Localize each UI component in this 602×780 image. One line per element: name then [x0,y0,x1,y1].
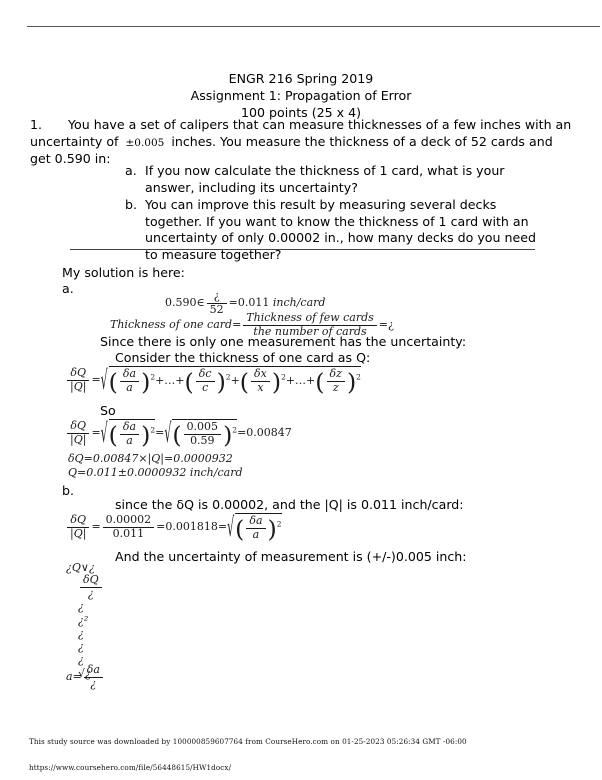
eq3-radical [101,366,361,394]
solution-marker-a: a. [62,281,74,296]
eq4-result: =0.00847 [237,426,292,440]
eq4-term-symbolic-exp: 2 [150,425,156,435]
subpart-b-marker: b. [125,197,137,213]
solution-line-so: So [100,403,116,418]
eq3-term-c [196,368,215,394]
eq3-lhs-denominator: |Q| [67,380,89,394]
broken-fraction-den: ¿ [80,587,102,601]
eq1-denominator: 52 [207,303,227,317]
section-divider [70,249,535,250]
eq3-sep-2: + [230,374,240,388]
eq2-lhs: Thickness of one card= [110,318,242,332]
radical-icon: √ [164,417,172,449]
subpart-a-marker: a. [125,163,137,178]
points-line: 100 points (25 x 4) [240,105,362,120]
broken-fraction [66,574,104,600]
paren-open-icon: ( [315,367,325,396]
radical-icon: √ [100,417,108,449]
equation-a-final [66,664,105,690]
solution-line-since: Since there is only one measurement has the uncertainty: [100,334,467,349]
equation-partb-ratio [65,513,282,541]
solution-marker-b: b. [62,483,74,498]
eq7-numeric-den: 0.011 [103,527,155,541]
paren-close-icon: ) [141,367,151,396]
subpart-a-text: If you now calculate the thickness of 1 card, what is your answer, including its uncertainty? [145,163,505,195]
eq4-lhs-numerator: δQ [70,419,87,432]
broken-row-3: ¿ [78,626,84,640]
paren-open-icon: ( [239,367,250,396]
eq7-term-symbolic-den: a [246,528,265,542]
eq7-lhs-numerator: δQ [70,513,87,526]
eq1-lhs: 0.590∈ [165,296,205,310]
eq1-rhs: =0.011 [228,296,270,310]
eq7-term-symbolic [246,515,265,541]
top-divider [27,26,600,27]
eq3-term-z-num: δz [329,367,342,380]
eq7-radical [227,513,281,541]
eq4-term-symbolic [120,421,139,447]
eq1-unit: inch/card [272,296,326,310]
eq4-term-numeric [184,421,222,447]
eq3-term-a-num: δa [122,367,137,380]
problem-number: 1. [30,117,43,132]
course-title: ENGR 216 Spring 2019 [228,71,374,86]
eq3-lhs-numerator: δQ [70,366,87,379]
eq4-term-symbolic-den: a [120,434,139,448]
eq4-term-symbolic-num: δa [122,420,137,433]
problem-statement [30,117,575,168]
eq7-lhs-denominator: |Q| [67,527,89,541]
paren-close-icon: ) [223,420,233,449]
paren-close-icon: ) [141,420,151,449]
eq3-term-x [251,368,270,394]
solution-intro: My solution is here: [62,265,185,280]
eq3-term-a-exp: 2 [150,372,156,382]
eq-last-lhs: a= [66,670,82,684]
eq3-term-z-den: z [327,381,345,395]
broken-row-6: √¿ [78,666,91,680]
broken-fraction-num: δQ [83,573,99,587]
eq7-term-symbolic-num: δa [249,514,263,527]
paren-open-icon: ( [108,367,118,396]
eq3-term-z [327,368,345,394]
subpart-b-text: You can improve this result by measuring several decks together. If you want to know the thickness of 1 card with an uncertainty of only 0.00002 in., how many decks do you need to measure together? [145,197,536,262]
eq1-numerator: ¿ [213,289,220,302]
eq7-numeric-fraction [103,514,155,540]
broken-row-0: ¿Q∨¿ [66,561,95,574]
paren-close-icon: ) [271,367,282,396]
eq3-term-c-num: δc [198,367,212,380]
subpart-a [125,163,545,196]
solution-line-consider: Consider the thickness of one card as Q: [115,350,371,365]
eq3-sep-1: +…+ [155,374,185,388]
eq-last-fraction [84,664,103,690]
broken-row-5: ¿ [78,653,84,667]
eq2-rhs: =¿ [378,318,394,332]
problem-text-part2: inches. You measure the thickness of a deck of 52 cards and get 0.590 in: [30,133,553,167]
eq4-lhs-denominator: |Q| [67,433,89,447]
equation-q-final: Q=0.011±0.0000932 inch/card [68,466,243,479]
eq2-denominator: the number of cards [243,325,377,339]
eq7-mid: =0.001818= [156,520,228,534]
eq3-sep-3: +…+ [285,374,316,388]
eq3-lhs-fraction [67,367,89,393]
uncertainty-inline-math: ±0.005 [125,136,165,149]
eq4-term-numeric-den: 0.59 [184,434,222,448]
eq3-term-x-num: δx [254,367,267,380]
download-note: This study source was downloaded by 100000859607764 from CourseHero.com on 01-25-2023 05:26:34 GMT -06:00 [29,737,467,746]
eq3-term-c-exp: 2 [225,372,231,382]
eq4-radical-1 [101,419,155,447]
problem-text-part1: You have a set of calipers that can measure thicknesses of a few inches with an uncertainty of [30,117,572,149]
eq3-term-a-den: a [120,381,139,395]
assignment-title: Assignment 1: Propagation of Error [190,88,412,103]
eq4-term-numeric-exp: 2 [232,425,238,435]
eq7-equals: = [91,520,101,534]
paren-close-icon: ) [216,367,226,396]
broken-row-4: ¿ [78,640,84,654]
equation-delta-q-result: δQ=0.00847×|Q|=0.0000932 [68,452,233,465]
paren-open-icon: ( [108,420,118,449]
paren-open-icon: ( [172,420,182,449]
eq7-numeric-num: 0.00002 [105,513,152,526]
eq3-term-a [120,368,139,394]
eq7-lhs-fraction [67,514,89,540]
assignment-header [0,70,602,121]
eq4-equals-1: = [91,426,101,440]
eq3-term-z-exp: 2 [356,372,361,382]
subpart-b [125,197,545,263]
solution-line-since-b: since the δQ is 0.00002, and the |Q| is 0.011 inch/card: [115,497,464,512]
source-url[interactable]: https://www.coursehero.com/file/56448615/HW1docx/ [29,763,232,772]
paren-close-icon: ) [346,367,357,396]
solution-line-and-uncertainty: And the uncertainty of measurement is (+/-)0.005 inch: [115,549,467,564]
broken-row-2: ¿² [78,613,89,627]
paren-open-icon: ( [235,514,245,543]
broken-row-1: ¿ [78,600,84,614]
eq3-equals: = [91,373,101,387]
radical-icon: √ [100,364,108,396]
eq3-term-x-den: x [251,381,270,395]
eq3-term-x-exp: 2 [281,372,286,382]
eq-last-numerator: δa [86,663,100,676]
eq7-term-symbolic-exp: 2 [276,519,282,529]
equation-propagation-general [65,366,361,394]
eq-last-denominator: ¿ [84,677,103,691]
eq4-term-numeric-num: 0.005 [186,420,219,433]
eq3-term-c-den: c [196,381,215,395]
equation-propagation-substituted [65,419,292,447]
paren-open-icon: ( [184,367,194,396]
eq4-radical-2 [164,419,237,447]
eq4-equals-2: = [155,426,165,440]
broken-formula-stack [66,561,104,680]
eq4-lhs-fraction [67,420,89,446]
radical-icon: √ [227,511,235,543]
paren-close-icon: ) [267,514,277,543]
eq2-numerator: Thickness of few cards [246,311,374,324]
